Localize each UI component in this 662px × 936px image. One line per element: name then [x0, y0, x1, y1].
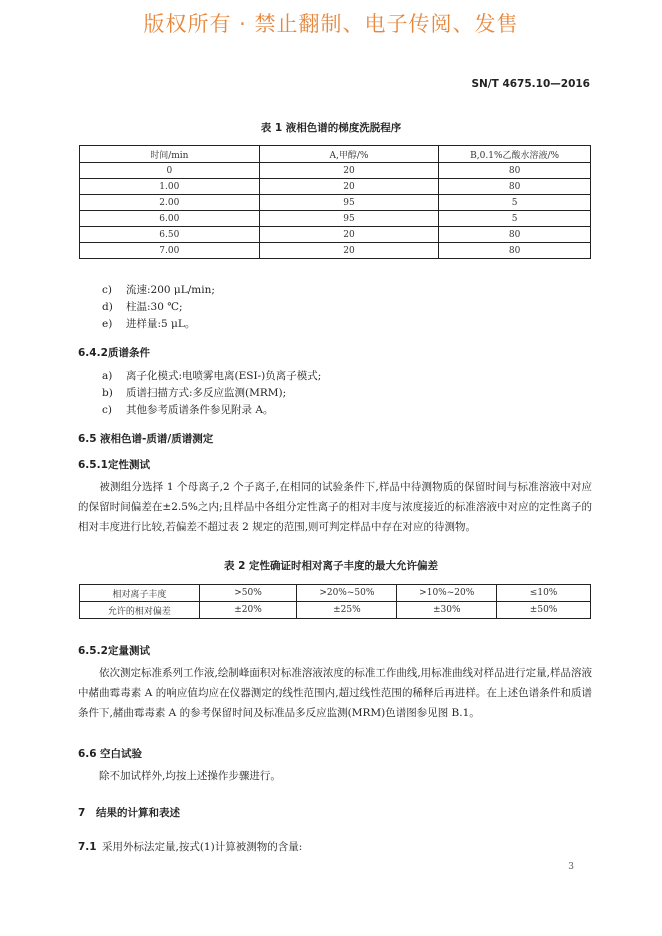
- table-row: [80, 179, 591, 195]
- section-number: 6.4.2: [78, 347, 108, 359]
- section-title: 定量测试: [108, 645, 150, 657]
- table2-cell: >20%~50%: [297, 585, 397, 602]
- section-number: 7.1: [78, 841, 97, 853]
- table2-cell: 允许的相对偏差: [80, 602, 200, 619]
- table-row: [80, 243, 591, 259]
- list-item: [102, 316, 195, 331]
- table1-cell: 95: [259, 195, 439, 211]
- table1-cell: 6.00: [80, 211, 260, 227]
- table2-cell: ±20%: [199, 602, 297, 619]
- section-heading: [78, 746, 142, 761]
- section-title: 定性测试: [108, 459, 150, 471]
- table2-cell: ±30%: [397, 602, 497, 619]
- section-number: 6.6: [78, 748, 97, 760]
- table-row: [80, 585, 591, 602]
- table2-cell: 相对离子丰度: [80, 585, 200, 602]
- list-marker: c): [102, 284, 112, 296]
- paragraph-blank-test: 除不加试样外,均按上述操作步骤进行。: [78, 770, 281, 782]
- paragraph-qualitative: 被测组分选择 1 个母离子,2 个子离子,在相同的试验条件下,样品中待测物质的保留时间与标准溶液中对应的保留时间偏差在±2.5%之内;且样品中各组分定性离子的相对丰度与浓度接近的标准溶液中对应的定性离子的相对丰度进行比较,若偏差不超过表 2 规定的范围,则可判定样品中存在对应的待测物。: [78, 481, 592, 533]
- paragraph-quantitative: 依次测定标准系列工作液,绘制峰面积对标准溶液浓度的标准工作曲线,用标准曲线对样品进行定量,样品溶液中赭曲霉毒素 A 的响应值均应在仪器测定的线性范围内,超过线性范围的稀释后再进样。在上述色谱条件和质谱条件下,赭曲霉毒素 A 的参考保留时间及标准品多反应监测(MRM)色谱图参见图 B.1。: [78, 667, 593, 719]
- table1-cell: 80: [439, 243, 591, 259]
- section-heading: [78, 345, 150, 360]
- list-marker: d): [102, 301, 113, 313]
- table-row: [80, 227, 591, 243]
- section-title: 空白试验: [100, 748, 142, 760]
- gradient-table: [79, 145, 591, 259]
- section-heading: [78, 643, 150, 658]
- section-title: 质谱条件: [108, 347, 150, 359]
- clause-7-1: [78, 839, 302, 854]
- table-row: [80, 195, 591, 211]
- table2-cell: ±50%: [497, 602, 591, 619]
- list-item: [102, 368, 321, 383]
- table1-cell: 1.00: [80, 179, 260, 195]
- section-heading: [78, 805, 180, 820]
- list-text: 进样量:5 μL。: [126, 318, 196, 330]
- section-number: 6.5.1: [78, 459, 108, 471]
- table2-cell: ±25%: [297, 602, 397, 619]
- table-row: [80, 211, 591, 227]
- page-number: 3: [568, 862, 574, 872]
- section-heading: [78, 457, 150, 472]
- list-item: [102, 299, 183, 314]
- list-item: [102, 402, 273, 417]
- section-heading: [78, 431, 213, 446]
- table1-cell: 80: [439, 227, 591, 243]
- list-marker: a): [102, 370, 113, 382]
- table1-cell: 7.00: [80, 243, 260, 259]
- table1-header: A,甲醇/%: [259, 146, 439, 163]
- table2-caption: 表 2 定性确证时相对离子丰度的最大允许偏差: [223, 560, 439, 572]
- table1-cell: 20: [259, 163, 439, 179]
- table1-cell: 2.00: [80, 195, 260, 211]
- list-text: 流速:200 μL/min;: [126, 284, 215, 296]
- list-item: [102, 385, 286, 400]
- table-row: [80, 602, 591, 619]
- table1-header: B,0.1%乙酸水溶液/%: [439, 146, 591, 163]
- table1-header: 时间/min: [80, 146, 260, 163]
- section-title: 结果的计算和表述: [96, 807, 180, 819]
- list-text: 其他参考质谱条件参见附录 A。: [126, 404, 274, 416]
- section-number: 6.5: [78, 433, 97, 445]
- list-item: [102, 282, 215, 297]
- table1-cell: 95: [259, 211, 439, 227]
- list-marker: c): [102, 404, 112, 416]
- table1-cell: 20: [259, 227, 439, 243]
- list-text: 质谱扫描方式:多反应监测(MRM);: [126, 387, 287, 399]
- table2-cell: ≤10%: [497, 585, 591, 602]
- table1-cell: 20: [259, 179, 439, 195]
- table1-cell: 5: [439, 195, 591, 211]
- list-marker: b): [102, 387, 113, 399]
- section-number: 7: [78, 807, 86, 819]
- table1-cell: 6.50: [80, 227, 260, 243]
- table1-cell: 20: [259, 243, 439, 259]
- table1-cell: 80: [439, 163, 591, 179]
- table1-caption: 表 1 液相色谱的梯度洗脱程序: [260, 122, 402, 134]
- table-row: [80, 163, 591, 179]
- table1-cell: 5: [439, 211, 591, 227]
- table2-cell: >10%~20%: [397, 585, 497, 602]
- standard-number: SN/T 4675.10—2016: [471, 78, 590, 90]
- section-number: 6.5.2: [78, 645, 108, 657]
- list-marker: e): [102, 318, 113, 330]
- table1-cell: 0: [80, 163, 260, 179]
- watermark: 版权所有 · 禁止翻制、电子传阅、发售: [143, 12, 519, 36]
- table1-cell: 80: [439, 179, 591, 195]
- ion-abundance-table: [79, 584, 591, 619]
- list-text: 柱温:30 ℃;: [126, 301, 183, 313]
- section-title: 液相色谱-质谱/质谱测定: [100, 433, 214, 445]
- clause-text: 采用外标法定量,按式(1)计算被测物的含量:: [102, 841, 303, 853]
- table2-cell: >50%: [199, 585, 297, 602]
- list-text: 离子化模式:电喷雾电离(ESI-)负离子模式;: [126, 370, 322, 382]
